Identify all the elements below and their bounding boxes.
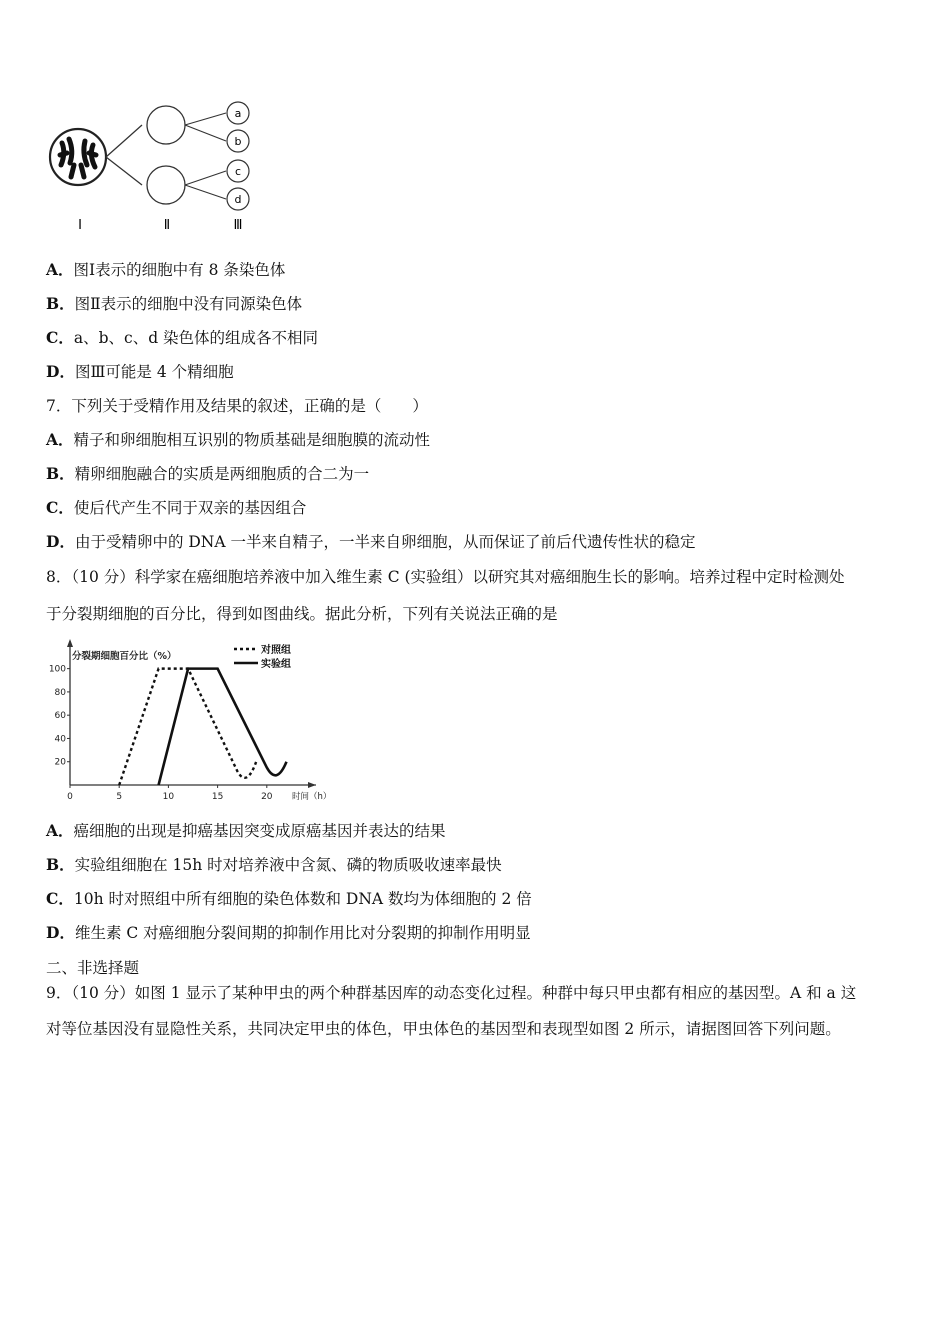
q7-option-a: A．精子和卵细胞相互识别的物质基础是细胞膜的流动性 — [46, 430, 431, 449]
q7-option-b: B．精卵细胞融合的实质是两细胞质的合二为一 — [46, 464, 370, 483]
cell-stage-2a — [147, 106, 185, 144]
y-tick-label: 40 — [54, 734, 66, 745]
q7-option-d: D．由于受精卵中的 DNA 一半来自精子，一半来自卵细胞，从而保证了前后代遗传性状的稳定 — [46, 532, 696, 551]
mitosis-percentage-chart — [44, 635, 344, 805]
y-tick-label: 100 — [48, 664, 66, 675]
x-tick-label: 0 — [67, 792, 73, 802]
q8-stem-line1: 8．（10 分）科学家在癌细胞培养液中加入维生素 C (实验组）以研究其对癌细胞生长的影响。培养过程中定时检测处 — [46, 568, 845, 586]
cell-label-d: d — [234, 193, 242, 206]
q6-option-d: D．图Ⅲ可能是 4 个精细胞 — [46, 362, 234, 381]
cell-stage-2b — [147, 166, 185, 204]
q6-option-c: C．a、b、c、d 染色体的组成各不相同 — [46, 328, 319, 347]
q7-option-c: C．使后代产生不同于双亲的基因组合 — [46, 498, 307, 517]
q8-stem-line2: 于分裂期细胞的百分比，得到如图曲线。据此分析，下列有关说法正确的是 — [46, 605, 558, 623]
q6-option-b: B．图Ⅱ表示的细胞中没有同源染色体 — [46, 294, 303, 313]
y-axis-label: 分裂期细胞百分比（%） — [72, 651, 177, 662]
cell-label-b: b — [234, 135, 242, 148]
y-axis-arrow-icon — [67, 639, 73, 647]
q8-option-b: B．实验组细胞在 15h 时对培养液中含氮、磷的物质吸收速率最快 — [46, 855, 502, 874]
stage-label-1: Ⅰ — [78, 218, 82, 233]
legend-label: 对照组 — [261, 645, 291, 656]
x-axis-label: 时间（h） — [292, 792, 332, 802]
y-tick-label: 20 — [54, 757, 66, 768]
x-tick-label: 10 — [162, 792, 175, 802]
y-tick-label: 80 — [54, 687, 66, 698]
series-control-line — [119, 669, 257, 785]
q7-stem: 7．下列关于受精作用及结果的叙述，正确的是（ ） — [46, 397, 428, 415]
q8-option-d: D．维生素 C 对癌细胞分裂间期的抑制作用比对分裂期的抑制作用明显 — [46, 923, 531, 942]
stage-label-3: Ⅲ — [233, 218, 243, 233]
cell-label-a: a — [234, 107, 242, 120]
cell-label-c: c — [234, 165, 242, 178]
series-experiment-line — [159, 669, 287, 785]
chromosomes-icon — [60, 139, 96, 177]
x-tick-label: 15 — [211, 792, 224, 802]
y-tick-label: 60 — [54, 711, 66, 722]
x-tick-label: 20 — [261, 792, 273, 802]
q8-option-a: A．癌细胞的出现是抑癌基因突变成原癌基因并表达的结果 — [46, 821, 446, 840]
cell-stage-1 — [50, 129, 106, 185]
x-axis-arrow-icon — [308, 782, 316, 788]
q6-option-a: A．图Ⅰ表示的细胞中有 8 条染色体 — [46, 260, 286, 279]
x-tick-label: 5 — [116, 792, 123, 802]
section-title: 二、非选择题 — [46, 959, 140, 977]
legend-label: 实验组 — [261, 659, 291, 670]
q9-line1: 9．（10 分）如图 1 显示了某种甲虫的两个种群基因库的动态变化过程。种群中每只甲虫都有相应的基因型。A 和 a 这 — [46, 984, 857, 1002]
cell-division-figure — [40, 95, 270, 235]
q9-line2: 对等位基因没有显隐性关系，共同决定甲虫的体色，甲虫体色的基因型和表现型如图 2 所示，请据图回答下列问题。 — [46, 1020, 841, 1038]
q8-option-c: C．10h 时对照组中所有细胞的染色体数和 DNA 数均为体细胞的 2 倍 — [46, 889, 532, 908]
stage-label-2: Ⅱ — [163, 218, 171, 233]
